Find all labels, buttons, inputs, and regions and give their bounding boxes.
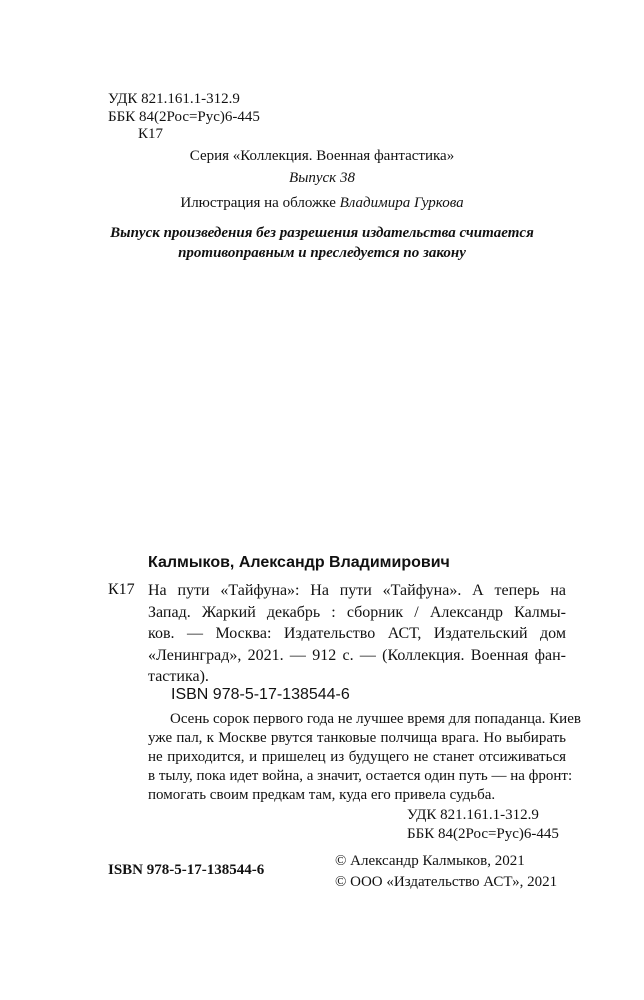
description-line: Запад. Жаркий декабрь : сборник / Александр Калмы- [148,603,566,621]
catalog-mark: К17 [108,581,135,598]
isbn-bottom: ISBN 978-5-17-138544-6 [108,862,265,878]
copyright-author: © Александр Калмыков, 2021 [335,853,525,869]
description-line: На пути «Тайфуна»: На пути «Тайфуна». А теперь на [148,582,566,599]
illustration-artist: Владимира Гуркова [339,195,464,211]
udk-code: УДК 821.161.1-312.9 [108,91,240,107]
description-line: тастика). [148,668,209,685]
issue-number: Выпуск 38 [289,170,355,186]
description-line: «Ленинград», 2021. — 912 с. — (Коллекция. Военная фан- [148,646,566,664]
series-title: Серия «Коллекция. Военная фантастика» [189,148,455,164]
annotation-line: помогать своим предкам там, куда его привела судьба. [148,787,496,803]
annotation-line: Осень сорок первого года не лучшее время для попаданца. Киев [170,711,581,727]
author-mark: К17 [138,126,164,142]
copyright-warning [0,223,644,263]
bibliographic-description [148,580,566,688]
annotation-line: в тылу, пока идет война, а значит, остается один путь — на фронт: [148,768,573,784]
bbk-code-bottom: ББК 84(2Рос=Рус)6-445 [407,826,559,842]
description-line: ков. — Москва: Издательство АСТ, Издательский дом [148,625,566,642]
copyright-block [335,851,557,893]
warning-line-1: Выпуск произведения без разрешения издательства считается [110,225,534,241]
bottom-classification-codes [407,806,559,844]
annotation-line: не приходится, и пришелец из будущего не станет отсиживаться [148,749,566,765]
copyright-publisher: © ООО «Издательство АСТ», 2021 [335,874,558,890]
isbn-middle: ISBN 978-5-17-138544-6 [171,686,350,703]
annotation-line: уже пал, к Москве рвутся танковые полчища врага. Но выбирать [148,730,566,746]
cover-illustration-credit [0,193,644,213]
warning-line-2: противоправным и преследуется по закону [178,245,466,261]
top-classification-codes [108,91,260,144]
annotation [148,710,581,805]
udk-code-bottom: УДК 821.161.1-312.9 [407,807,539,823]
illustration-prefix: Илюстрация на обложке [180,195,340,211]
bbk-code: ББК 84(2Рос=Рус)6-445 [108,108,260,125]
author-heading: Калмыков, Александр Владимирович [148,554,450,571]
